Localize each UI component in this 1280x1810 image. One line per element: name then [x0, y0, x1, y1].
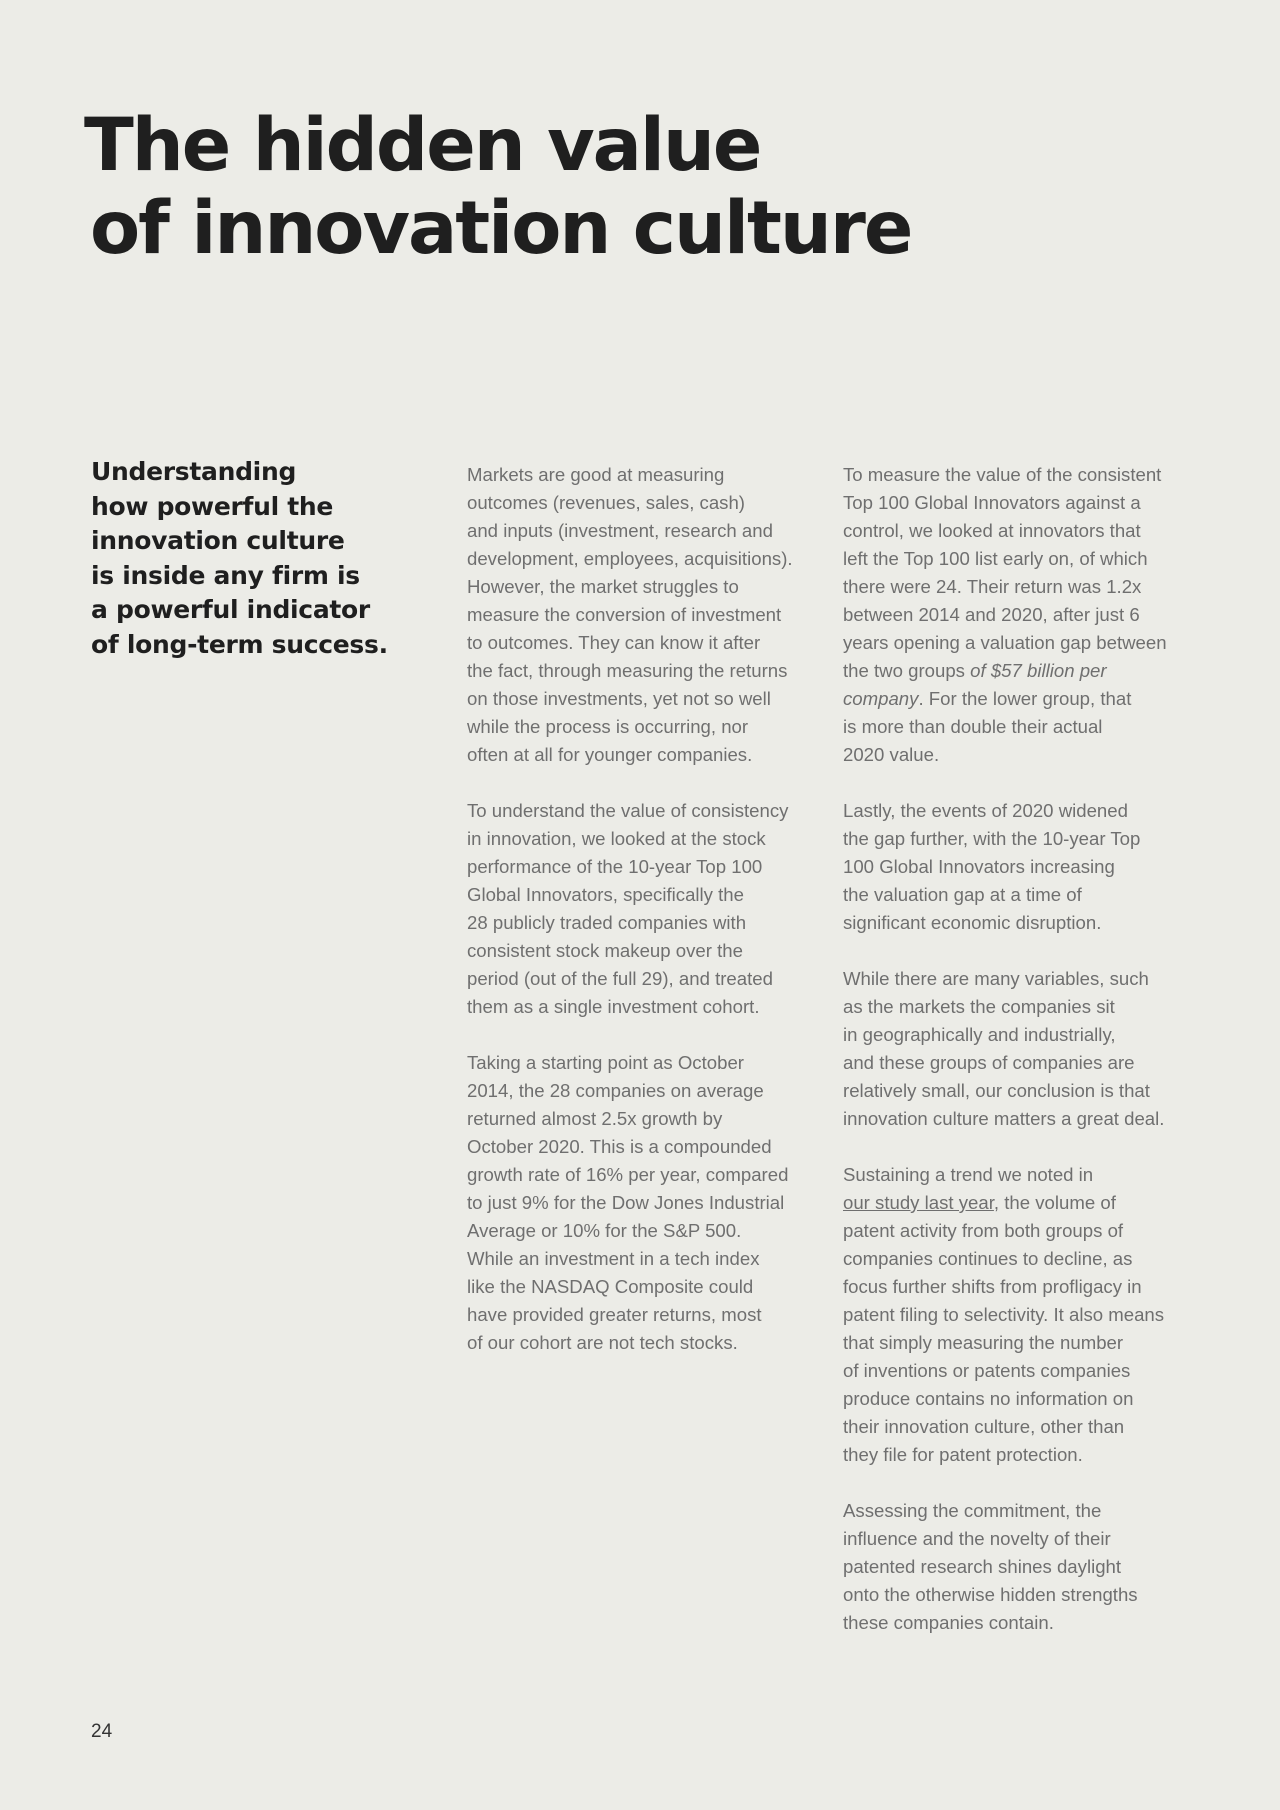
text-line [843, 657, 1203, 685]
text-line: 100 Global Innovators increasing [843, 856, 1115, 877]
lead-line: Understanding [91, 457, 297, 486]
text-line: To understand the value of consistency [467, 800, 789, 821]
text-line: innovation culture matters a great deal. [843, 1108, 1165, 1129]
lead-line: how powerful the [91, 491, 334, 521]
text-line: in geographically and industrially, [843, 1024, 1116, 1045]
text-line: development, employees, acquisitions). [467, 548, 793, 569]
text-line: Sustaining a trend we noted in [843, 1164, 1094, 1185]
text-line: patented research shines daylight [843, 1556, 1122, 1577]
lead-line: innovation culture [91, 526, 345, 555]
text-line: patent filing to selectivity. It also means [843, 1304, 1165, 1325]
text-line: that simply measuring the number [843, 1332, 1124, 1353]
text-line: years opening a valuation gap between [843, 632, 1167, 653]
text-line: 2020 value. [843, 744, 940, 765]
text-line: October 2020. This is a compounded [467, 1136, 772, 1157]
title-line-1: The hidden value [84, 103, 761, 188]
text-line: influence and the novelty of their [843, 1528, 1111, 1549]
paragraph-patent-trend [843, 1161, 1203, 1469]
text-line: growth rate of 16% per year, compared [467, 1164, 789, 1185]
text-line: Global Innovators, specifically the [467, 884, 744, 905]
text-line: consistent stock makeup over the [467, 940, 743, 961]
text-line: outcomes (revenues, sales, cash) [467, 492, 745, 513]
text-line: onto the otherwise hidden strengths [843, 1584, 1138, 1605]
study-last-year-link[interactable]: our study last year [843, 1192, 994, 1213]
text-line: 28 publicly traded companies with [467, 912, 747, 933]
text-line: is more than double their actual [843, 716, 1103, 737]
text-line: often at all for younger companies. [467, 744, 753, 765]
text-line: Average or 10% for the S&P 500. [467, 1220, 742, 1241]
text-line: Taking a starting point as October [467, 1052, 744, 1073]
body-column-1 [467, 461, 827, 1385]
lead-line: is inside any firm is [91, 560, 360, 590]
paragraph-starting-point [467, 1049, 827, 1357]
page-number: 24 [91, 1721, 113, 1742]
page-title [84, 104, 1084, 270]
text-line: the fact, through measuring the returns [467, 660, 788, 681]
text-line: and inputs (investment, research and [467, 520, 773, 541]
title-line-2: of innovation culture [90, 186, 912, 271]
text-line: there were 24. Their return was 1.2x [843, 576, 1142, 597]
text-line: produce contains no information on [843, 1388, 1134, 1409]
text-line: Lastly, the events of 2020 widened [843, 800, 1128, 821]
text-line: to just 9% for the Dow Jones Industrial [467, 1192, 785, 1213]
text-line: them as a single investment cohort. [467, 996, 760, 1017]
text-line: relatively small, our conclusion is that [843, 1080, 1150, 1101]
text-line: patent activity from both groups of [843, 1220, 1124, 1241]
text-line: Markets are good at measuring [467, 464, 725, 485]
text-line: Assessing the commitment, the [843, 1500, 1102, 1521]
text-line: Top 100 Global Innovators against a [843, 492, 1141, 513]
text-line: as the markets the companies sit [843, 996, 1115, 1017]
text-line [843, 1189, 1203, 1217]
lead-line: of long-term success. [91, 629, 388, 659]
text-line: measure the conversion of investment [467, 604, 782, 625]
text-line: while the process is occurring, nor [467, 716, 749, 737]
paragraph-control-group [843, 461, 1203, 769]
text-line: of our cohort are not tech stocks. [467, 1332, 738, 1353]
paragraph-markets [467, 461, 827, 769]
text-line: and these groups of companies are [843, 1052, 1135, 1073]
paragraph-assessing [843, 1497, 1203, 1637]
text-line: the valuation gap at a time of [843, 884, 1082, 905]
text-line: on those investments, yet not so well [467, 688, 771, 709]
text-line: in innovation, we looked at the stock [467, 828, 766, 849]
emphasis-text: company [843, 688, 919, 709]
text-line: their innovation culture, other than [843, 1416, 1125, 1437]
text-line: these companies contain. [843, 1612, 1054, 1633]
text-line: While an investment in a tech index [467, 1248, 760, 1269]
text-line: like the NASDAQ Composite could [467, 1276, 754, 1297]
text-line: period (out of the full 29), and treated [467, 968, 773, 989]
text-line: the gap further, with the 10-year Top [843, 828, 1141, 849]
text-line: left the Top 100 list early on, of which [843, 548, 1148, 569]
text-line: However, the market struggles to [467, 576, 739, 597]
text-line: control, we looked at innovators that [843, 520, 1141, 541]
text-segment: the two groups [843, 660, 971, 681]
paragraph-2020-events [843, 797, 1203, 937]
emphasis-text: of $57 billion per [970, 660, 1107, 681]
text-line: focus further shifts from profligacy in [843, 1276, 1142, 1297]
text-line: they file for patent protection. [843, 1444, 1083, 1465]
text-line: performance of the 10-year Top 100 [467, 856, 763, 877]
body-column-2 [843, 461, 1203, 1665]
text-line: between 2014 and 2020, after just 6 [843, 604, 1140, 625]
text-line: significant economic disruption. [843, 912, 1102, 933]
text-line: to outcomes. They can know it after [467, 632, 761, 653]
text-segment: . For the lower group, that [918, 688, 1132, 709]
paragraph-consistency [467, 797, 827, 1021]
paragraph-conclusion [843, 965, 1203, 1133]
text-segment: , the volume of [993, 1192, 1116, 1213]
text-line: companies continues to decline, as [843, 1248, 1133, 1269]
lead-statement [91, 455, 421, 662]
text-line: of inventions or patents companies [843, 1360, 1131, 1381]
text-line [843, 685, 1203, 713]
text-line: have provided greater returns, most [467, 1304, 762, 1325]
text-line: 2014, the 28 companies on average [467, 1080, 764, 1101]
text-line: To measure the value of the consistent [843, 464, 1162, 485]
text-line: While there are many variables, such [843, 968, 1149, 989]
lead-line: a powerful indicator [91, 595, 370, 624]
text-line: returned almost 2.5x growth by [467, 1108, 723, 1129]
